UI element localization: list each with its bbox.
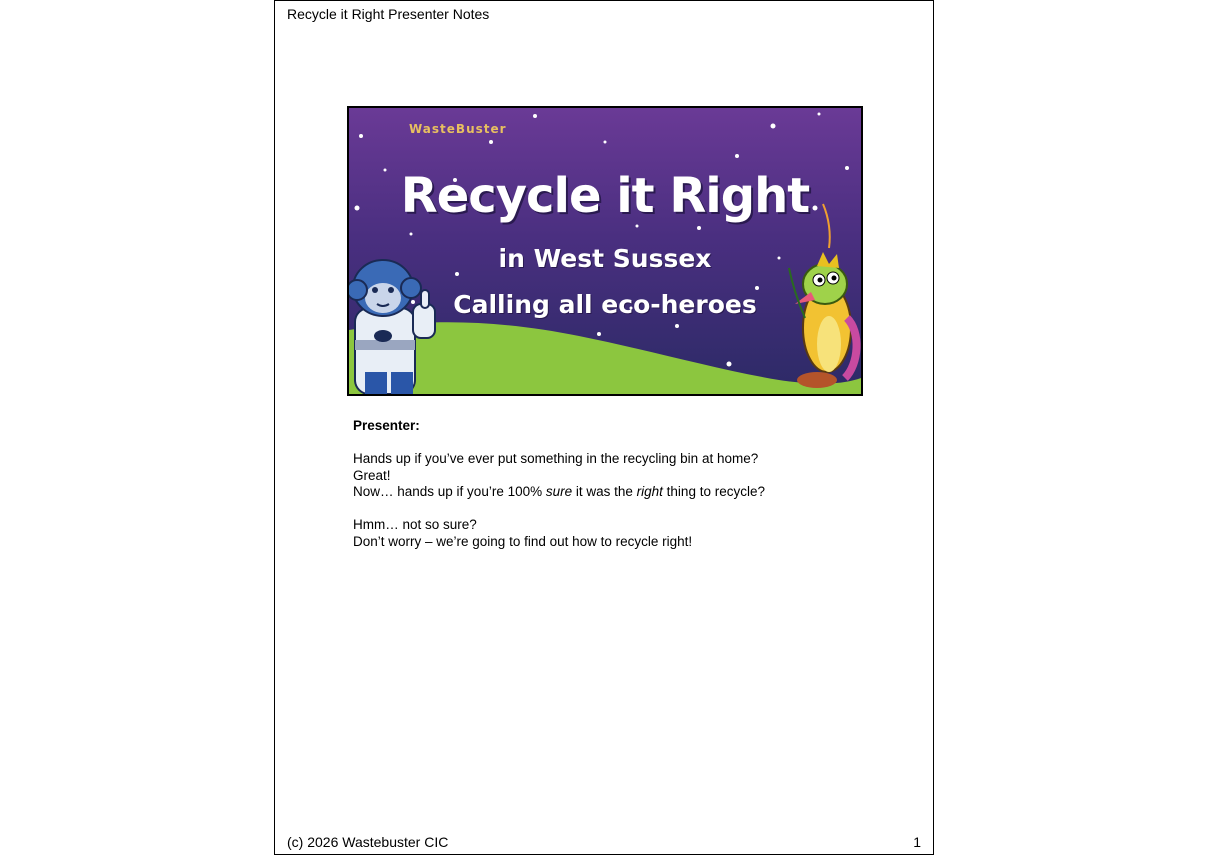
slide-tagline: Calling all eco-heroes [453, 290, 757, 319]
page-header: Recycle it Right Presenter Notes [287, 6, 490, 22]
notes-line: Now… hands up if you’re 100% sure it was the right thing to recycle? [353, 484, 765, 499]
notes-line: Great! [353, 467, 391, 483]
notes-heading: Presenter: [353, 418, 420, 433]
slide-thumbnail [347, 106, 863, 396]
notes-line: Hands up if you’ve ever put something in the recycling bin at home? [353, 451, 759, 466]
notes-line: Don’t worry – we’re going to find out how to recycle right! [353, 533, 693, 549]
slide-subtitle: in West Sussex [498, 244, 712, 273]
notes-line: Hmm… not so sure? [353, 517, 477, 532]
presenter-notes [353, 418, 765, 550]
slide-title: Recycle it Right [400, 168, 810, 224]
page-number: 1 [913, 834, 921, 850]
wastebuster-logo: WasteBuster [409, 122, 507, 136]
notes-page [274, 0, 934, 855]
copyright-footer: (c) 2026 Wastebuster CIC [287, 834, 449, 850]
